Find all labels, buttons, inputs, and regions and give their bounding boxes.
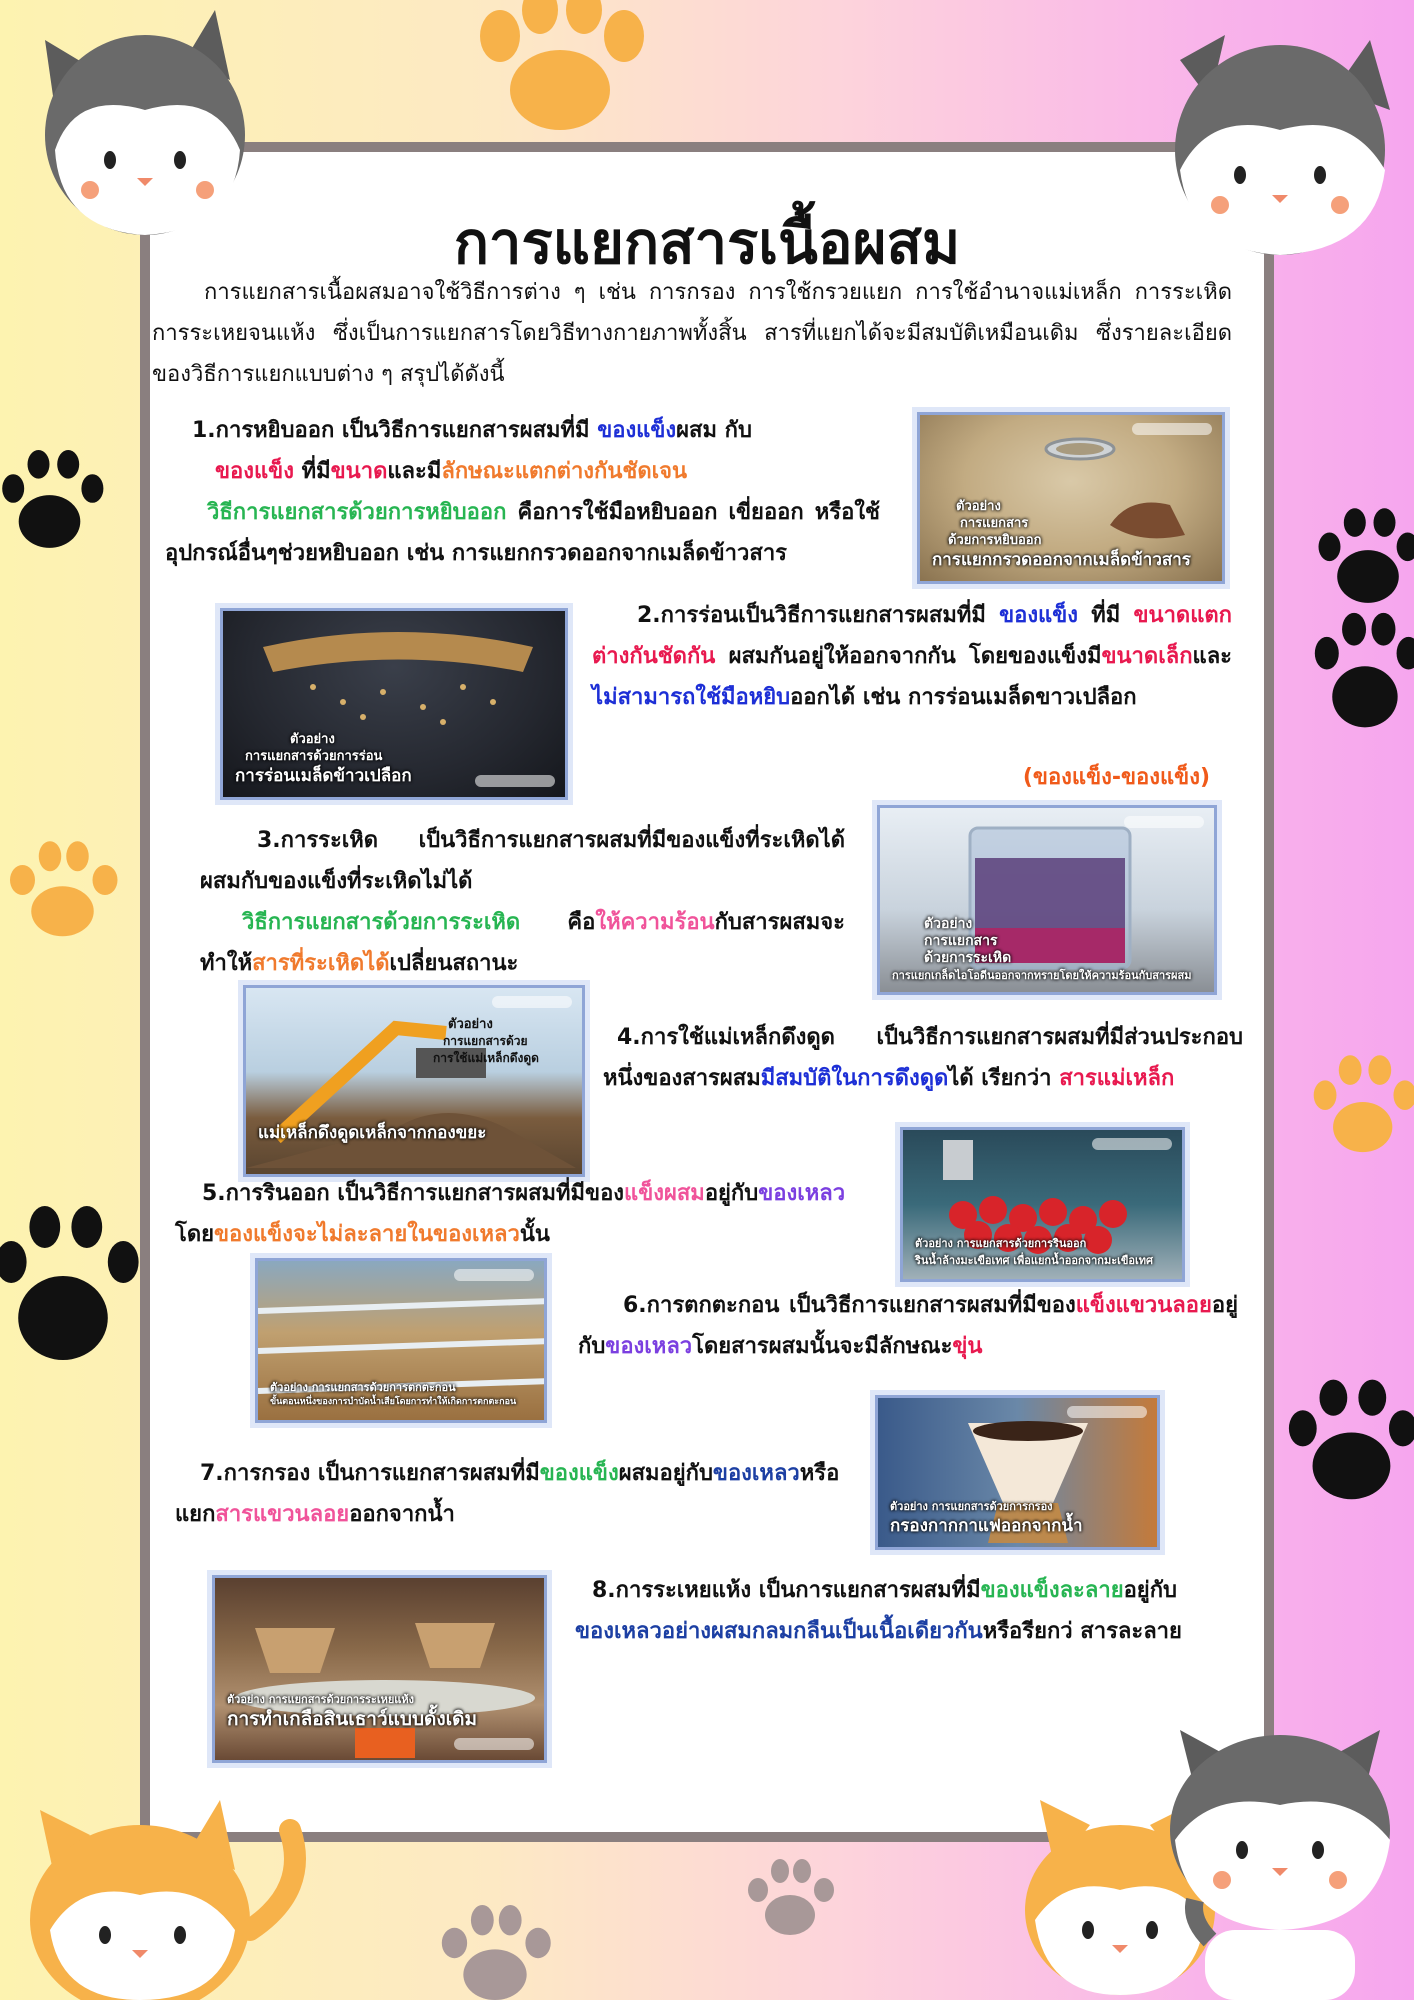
photo-sieving-rice: ตัวอย่าง การแยกสารด้วยการร่อน การร่อนเมล็ดข้าวเปลือก <box>220 608 568 800</box>
paw-print-icon <box>1305 575 1414 775</box>
page-title: การแยกสารเนื้อผสม <box>453 209 961 277</box>
section-1-text: 1.การหยิบออก เป็นวิธีการแยกสารผสมที่มี ของแข็งผสม กับ ของแข็ง ที่มีขนาดและมีลักษณะแตกต่างกันชัดเจน วิธีการแยกสารด้วยการหยิบออก คือการใช้มือหยิบออก เขี่ยออก หรือใช้อุปกรณ์อื่นๆช่วยหยิบออก เช่น การแยกกรวดออกจากเมล็ดข้าวสาร <box>165 418 880 566</box>
section-6-text: 6.การตกตะกอน เป็นวิธีการแยกสารผสมที่มีของแข็งแขวนลอยอยู่กับของเหลวโดยสารผสมนั้นจะมีลักษณะขุ่น <box>578 1293 1238 1359</box>
photo-salt-making: ตัวอย่าง การแยกสารด้วยการระเหยแห้ง การทำเกลือสินเธาว์แบบดั้งเดิม <box>212 1575 547 1763</box>
photo-sedimentation-tank: ตัวอย่าง การแยกสารด้วยการตกตะกอน ขั้นตอนหนึ่งของการบำบัดน้ำเสียโดยการทำให้เกิดการตกตะกอน <box>255 1258 547 1423</box>
intro-paragraph: การแยกสารเนื้อผสมอาจใช้วิธีการต่าง ๆ เช่น การกรอง การใช้กรวยแยก การใช้อำนาจแม่เหล็ก การระเหิด การระเหยจนแห้ง ซึ่งเป็นการแยกสารโดยวิธีทางกายภาพทั้งสิ้น สารที่แยกได้จะมีสมบัติเหมือนเดิม ซึ่งรายละเอียดของวิธีการแยกแบบต่าง ๆ สรุปได้ดังนี้ <box>152 280 1232 387</box>
photo-coffee-filter: ตัวอย่าง การแยกสารด้วยการกรอง กรองกากกาแฟออกจากน้ำ <box>875 1395 1160 1550</box>
section-2-note: (ของแข็ง-ของแข็ง) <box>1022 765 1210 790</box>
paw-print-icon <box>740 1855 840 1945</box>
cat-icon <box>20 1790 320 2000</box>
photo-sublimation: ตัวอย่าง การแยกสาร ด้วยการระเหิด การแยกเกล็ดไอโอดีนออกจากทรายโดยให้ความร้อนกับสารผสม <box>877 805 1217 995</box>
photo-picking-rice: ตัวอย่าง การแยกสาร ด้วยการหยิบออก การแยกกรวดออกจากเมล็ดข้าวสาร <box>917 412 1225 584</box>
paw-print-icon <box>430 1905 560 2000</box>
paw-print-icon <box>0 1185 140 1395</box>
paw-print-icon <box>1300 1045 1414 1175</box>
paw-print-icon <box>1275 1375 1414 1515</box>
paw-print-icon <box>455 0 665 140</box>
section-8-text: 8.การระเหยแห้ง เป็นการแยกสารผสมที่มีของแข็งละลายอยู่กับของเหลวอย่างผสมกลมกลืนเป็นเนื้อเดียวกันหรือรียกว่ สารละลาย <box>575 1578 1182 1644</box>
photo-magnet-scrap: ตัวอย่าง การแยกสารด้วย การใช้แม่เหล็กดึงดูด แม่เหล็กดึงดูดเหล็กจากกองขยะ <box>243 985 585 1177</box>
section-3-text: 3.การระเหิด เป็นวิธีการแยกสารผสมที่มีของแข็งที่ระเหิดได้ผสมกับของแข็งที่ระเหิดไม่ได้ วิธีการแยกสารด้วยการระเหิด คือให้ความร้อนกับสารผสมจะทำให้สารที่ระเหิดได้เปลี่ยนสถานะ <box>200 828 845 976</box>
paw-print-icon <box>0 440 110 570</box>
paw-print-icon <box>0 835 125 950</box>
photo-decanting-tomatoes: ตัวอย่าง การแยกสารด้วยการรินออก รินน้ำล้างมะเขือเทศ เพื่อแยกน้ำออกจากมะเขือเทศ <box>900 1127 1185 1282</box>
section-7-text: 7.การกรอง เป็นการแยกสารผสมที่มีของแข็งผสมอยู่กับของเหลวหรือแยกสารแขวนลอยออกจากน้ำ <box>175 1461 840 1527</box>
cat-icon <box>1150 1690 1414 2000</box>
section-5-text: 5.การรินออก เป็นวิธีการแยกสารผสมที่มีของแข็งผสมอยู่กับของเหลวโดยของแข็งจะไม่ละลายในของเหลวนั้น <box>175 1181 846 1247</box>
section-2-text: 2.การร่อนเป็นวิธีการแยกสารผสมที่มี ของแข็ง ที่มี ขนาดแตกต่างกันชัดกัน ผสมกันอยู่ให้ออกจากกัน โดยของแข็งมีขนาดเล็กและไม่สามารถใช้มือหยิบออกได้ เช่น การร่อนเมล็ดขาวเปลือก <box>592 603 1232 710</box>
section-4-text: 4.การใช้แม่เหล็กดึงดูด เป็นวิธีการแยกสารผสมที่มีส่วนประกอบหนึ่งของสารผสมมีสมบัติในการดึงดูดได้ เรียกว่า สารแม่เหล็ก <box>603 1025 1243 1091</box>
